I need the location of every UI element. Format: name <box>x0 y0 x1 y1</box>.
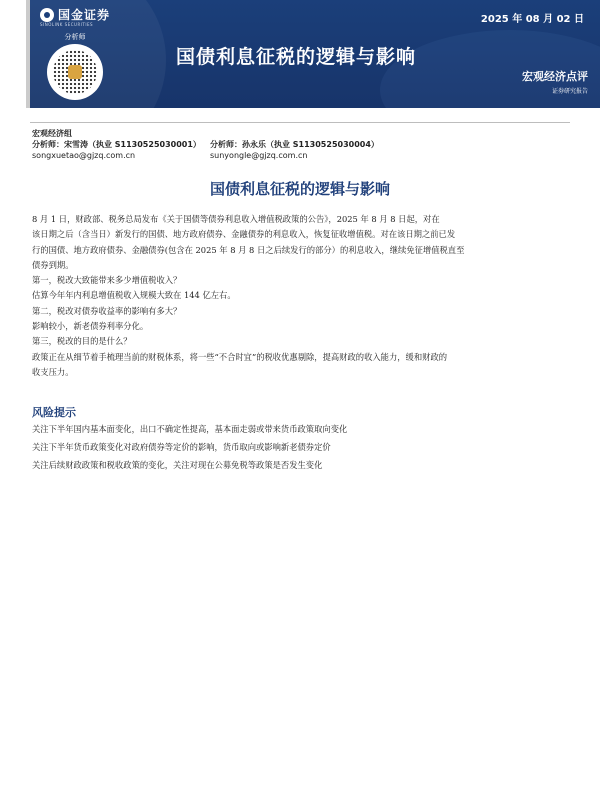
research-group: 宏观经济组 <box>32 129 72 138</box>
analyst-2-email[interactable]: sunyongle@gjzq.com.cn <box>210 151 308 160</box>
report-subtype: 证券研究报告 <box>551 88 588 95</box>
body-paragraph-line: 行的国债、地方政府债券、金融债券(包含在 2025 年 8 月 8 日之后续发行的部分）的利息收入，继续免征增值税直至 <box>32 244 465 255</box>
answer-2: 影响较小，新老债券利率分化。 <box>32 321 149 332</box>
risk-item: 关注下半年货币政策变化对政府债券等定价的影响，货币取向或影响新老债券定价 <box>32 442 331 452</box>
analyst-1-email[interactable]: songxuetao@gjzq.com.cn <box>32 151 136 160</box>
author-block <box>32 128 379 161</box>
banner-title: 国债利息征税的逻辑与影响 <box>176 46 417 68</box>
risk-item: 关注后续财政政策和税收政策的变化，关注对现在公募免税等政策是否发生变化 <box>32 460 323 470</box>
qr-code-icon[interactable] <box>47 44 103 100</box>
body-paragraph-line: 该日期之后（含当日）新发行的国债、地方政府债券、金融债券的利息收入，恢复征收增值税。对在该日期之前已发 <box>32 229 456 240</box>
brand-subtitle: SINOLINK SECURITIES <box>40 22 94 27</box>
answer-3-line: 政策正在从细节着手梳理当前的财税体系，将一些“不合时宜”的税收优惠剔除，提高财政的收入能力，缓和财政的 <box>32 351 448 362</box>
risk-list <box>32 420 572 474</box>
body-paragraph-line: 债券到期。 <box>32 259 74 270</box>
risk-item: 关注下半年国内基本面变化，出口不确定性提高，基本面走弱或带来货币政策取向变化 <box>32 424 348 434</box>
question-3: 第三，税改的目的是什么？ <box>32 336 132 347</box>
analyst-2: 分析师：孙永乐（执业 S1130525030004） <box>210 140 379 149</box>
brand-name: 国金证券 <box>58 8 111 22</box>
report-type: 宏观经济点评 <box>522 70 588 83</box>
report-body <box>32 212 572 380</box>
document-title: 国债利息征税的逻辑与影响 <box>209 180 390 198</box>
answer-3-line: 收支压力。 <box>32 366 74 377</box>
analyst-1: 分析师：宋雪涛（执业 S1130525030001） <box>32 140 201 149</box>
analyst-qr-block <box>40 32 110 102</box>
question-1: 第一，税改大致能带来多少增值税收入？ <box>32 275 182 286</box>
brand-logo-icon <box>40 8 54 22</box>
risk-heading: 风险提示 <box>32 406 76 419</box>
body-paragraph-line: 8 月 1 日，财政部、税务总局发布《关于国债等债券利息收入增值税政策的公告》，2025 年 8 月 8 日起，对在 <box>32 214 440 224</box>
answer-1: 估算今年年内利息增值税收入规模大致在 144 亿左右。 <box>32 290 236 301</box>
analyst-qr-label: 分析师 <box>64 33 86 41</box>
report-banner <box>26 0 600 108</box>
brand-logo <box>40 6 110 23</box>
divider <box>30 122 570 123</box>
report-date: 2025 年 08 月 02 日 <box>480 14 584 25</box>
question-2: 第二，税改对债券收益率的影响有多大？ <box>32 305 182 316</box>
